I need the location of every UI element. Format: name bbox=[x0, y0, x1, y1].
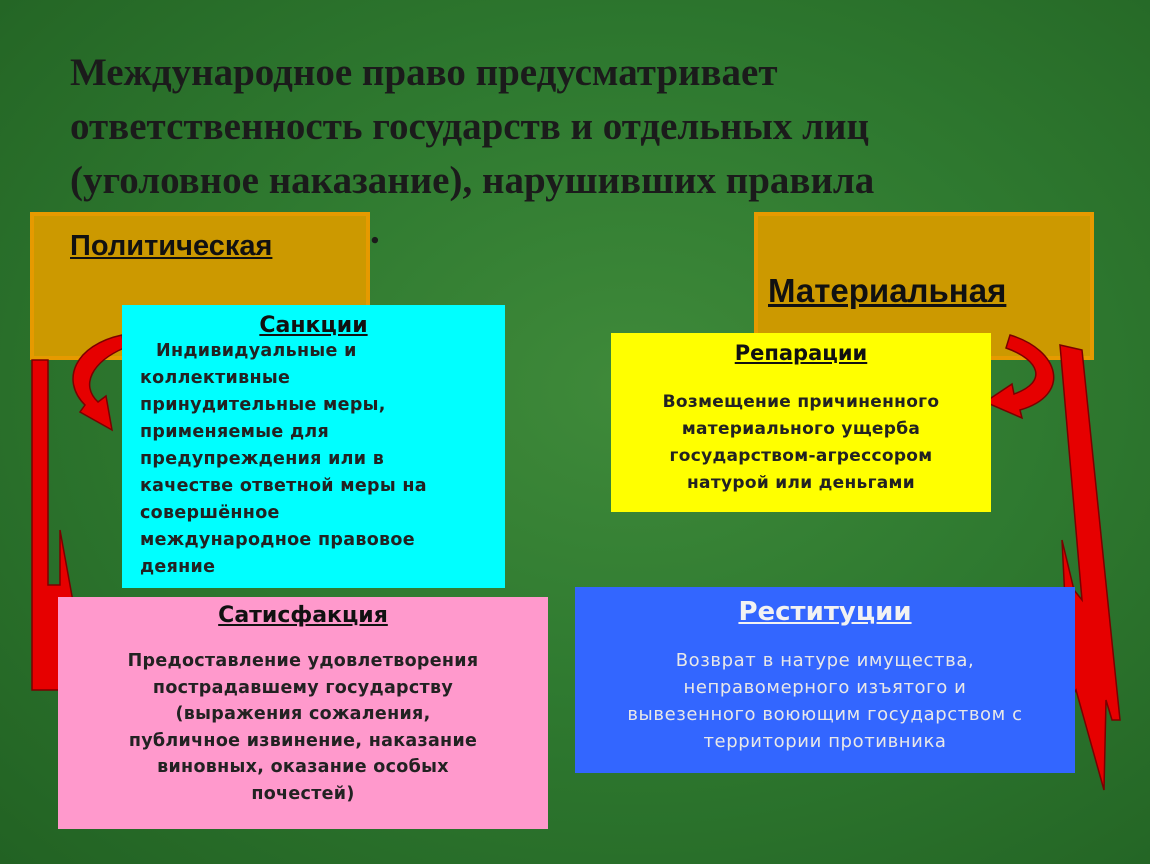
text-line: предупреждения или в bbox=[140, 449, 385, 469]
text-line: государством-агрессором bbox=[669, 446, 933, 466]
satisfaction-title: Сатисфакция bbox=[218, 603, 388, 628]
text-line: публичное извинение, наказание bbox=[128, 730, 478, 751]
text-line: качестве ответной меры на bbox=[140, 476, 427, 496]
text-line: Предоставление удовлетворения bbox=[127, 651, 479, 671]
title-line: ответственность государств и отдельных лиц bbox=[70, 105, 869, 148]
sanctions-box bbox=[122, 305, 505, 588]
satisfaction-box bbox=[58, 597, 548, 829]
text-line: Возмещение причиненного bbox=[662, 392, 940, 412]
reparations-text bbox=[611, 389, 991, 497]
restitution-box bbox=[575, 587, 1075, 773]
restitution-text bbox=[575, 647, 1075, 755]
text-line: коллективные bbox=[140, 368, 291, 388]
text-line: Возврат в натуре имущества, bbox=[675, 650, 975, 671]
left-curved-arrow-icon bbox=[73, 335, 124, 430]
restitution-title: Реституции bbox=[738, 597, 912, 627]
text-line: принудительные меры, bbox=[140, 395, 386, 415]
text-line: Индивидуальные и bbox=[156, 341, 357, 361]
text-line: территории противника bbox=[703, 731, 947, 752]
text-line: виновных, оказание особых bbox=[157, 757, 449, 777]
text-line: неправомерного изъятого и bbox=[683, 677, 967, 698]
text-line: натурой или деньгами bbox=[687, 473, 915, 493]
title-line: Международное право предусматривает bbox=[70, 51, 778, 94]
text-line: пострадавшему государству bbox=[152, 677, 454, 698]
material-label: Материальная bbox=[768, 272, 1007, 309]
text-line: почестей) bbox=[251, 783, 355, 804]
text-line: деяние bbox=[140, 557, 216, 577]
text-line: международное правовое bbox=[140, 530, 415, 550]
right-curved-arrow-icon bbox=[985, 335, 1054, 418]
title-tail: . bbox=[370, 209, 380, 252]
text-line: (выражения сожаления, bbox=[175, 704, 431, 724]
text-line: применяемые для bbox=[140, 422, 330, 442]
reparations-title: Репарации bbox=[734, 341, 868, 365]
text-line: совершённое bbox=[140, 503, 280, 523]
political-label: Политическая bbox=[70, 230, 273, 262]
title-line: (уголовное наказание), нарушивших правила bbox=[70, 159, 875, 202]
sanctions-text bbox=[134, 338, 495, 581]
text-line: вывезенного воюющим государством с bbox=[627, 704, 1023, 725]
sanctions-title: Санкции bbox=[259, 313, 368, 338]
reparations-box bbox=[611, 333, 991, 512]
text-line: материального ущерба bbox=[681, 419, 921, 439]
satisfaction-text bbox=[58, 648, 548, 807]
